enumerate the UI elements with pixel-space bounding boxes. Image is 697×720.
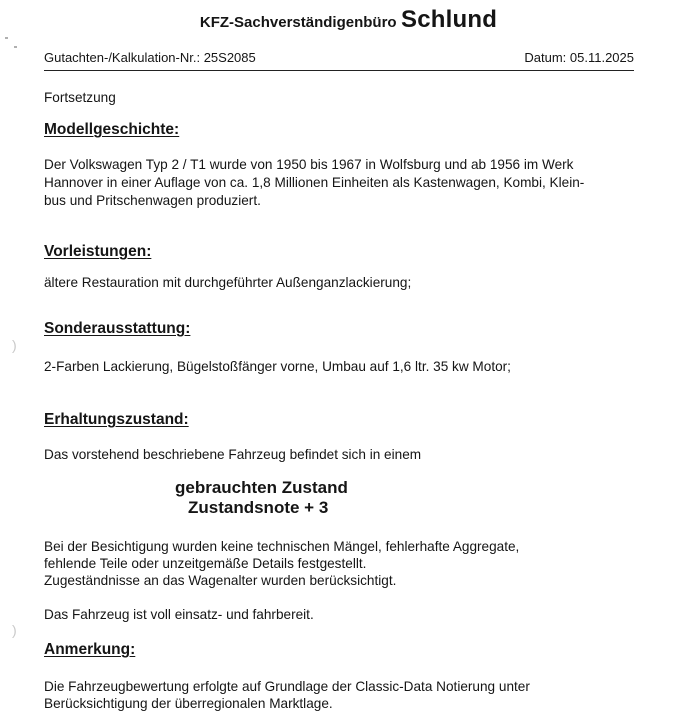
continuation-label: Fortsetzung	[44, 90, 116, 105]
model-history-line: Hannover in einer Auflage von ca. 1,8 Millionen Einheiten als Kastenwagen, Kombi, Klein-	[44, 175, 585, 190]
model-history-line: Der Volkswagen Typ 2 / T1 wurde von 1950 bis 1967 in Wolfsburg und ab 1956 im Werk	[44, 157, 574, 172]
letterhead-title	[0, 6, 697, 34]
scan-speck	[5, 37, 8, 39]
model-history-heading: Modellgeschichte:	[44, 121, 180, 138]
inspection-line: Bei der Besichtigung wurden keine technischen Mängel, fehlerhafte Aggregate,	[44, 539, 520, 554]
margin-mark: )	[12, 337, 17, 353]
prior-work-heading: Vorleistungen:	[44, 243, 152, 260]
remark-heading: Anmerkung:	[44, 641, 136, 658]
letterhead-name: Schlund	[401, 6, 498, 33]
condition-heading: Erhaltungszustand:	[44, 411, 189, 428]
reference-number: Gutachten-/Kalkulation-Nr.: 25S2085	[44, 50, 256, 65]
scan-speck	[14, 46, 17, 48]
condition-intro: Das vorstehend beschriebene Fahrzeug befindet sich in einem	[44, 447, 422, 462]
reference-line	[44, 50, 634, 71]
prior-work-text: ältere Restauration mit durchgeführter Außenganzlackierung;	[44, 275, 412, 290]
inspection-line: Zugeständnisse an das Wagenalter wurden berücksichtigt.	[44, 573, 397, 588]
ready-statement: Das Fahrzeug ist voll einsatz- und fahrbereit.	[44, 607, 314, 622]
remark-line: Die Fahrzeugbewertung erfolgte auf Grundlage der Classic-Data Notierung unter	[44, 679, 530, 694]
remark-line: Berücksichtigung der überregionalen Marktlage.	[44, 696, 333, 711]
special-equipment-heading: Sonderausstattung:	[44, 320, 191, 337]
inspection-line: fehlende Teile oder unzeitgemäße Details festgestellt.	[44, 556, 367, 571]
condition-grade: Zustandsnote + 3	[188, 498, 329, 517]
special-equipment-text: 2-Farben Lackierung, Bügelstoßfänger vorne, Umbau auf 1,6 ltr. 35 kw Motor;	[44, 359, 511, 374]
condition-state: gebrauchten Zustand	[175, 478, 348, 497]
model-history-line: bus und Pritschenwagen produziert.	[44, 193, 261, 208]
document-date: Datum: 05.11.2025	[524, 50, 634, 65]
letterhead-prefix: KFZ-Sachverständigenbüro	[199, 14, 397, 31]
margin-mark: )	[12, 622, 17, 638]
